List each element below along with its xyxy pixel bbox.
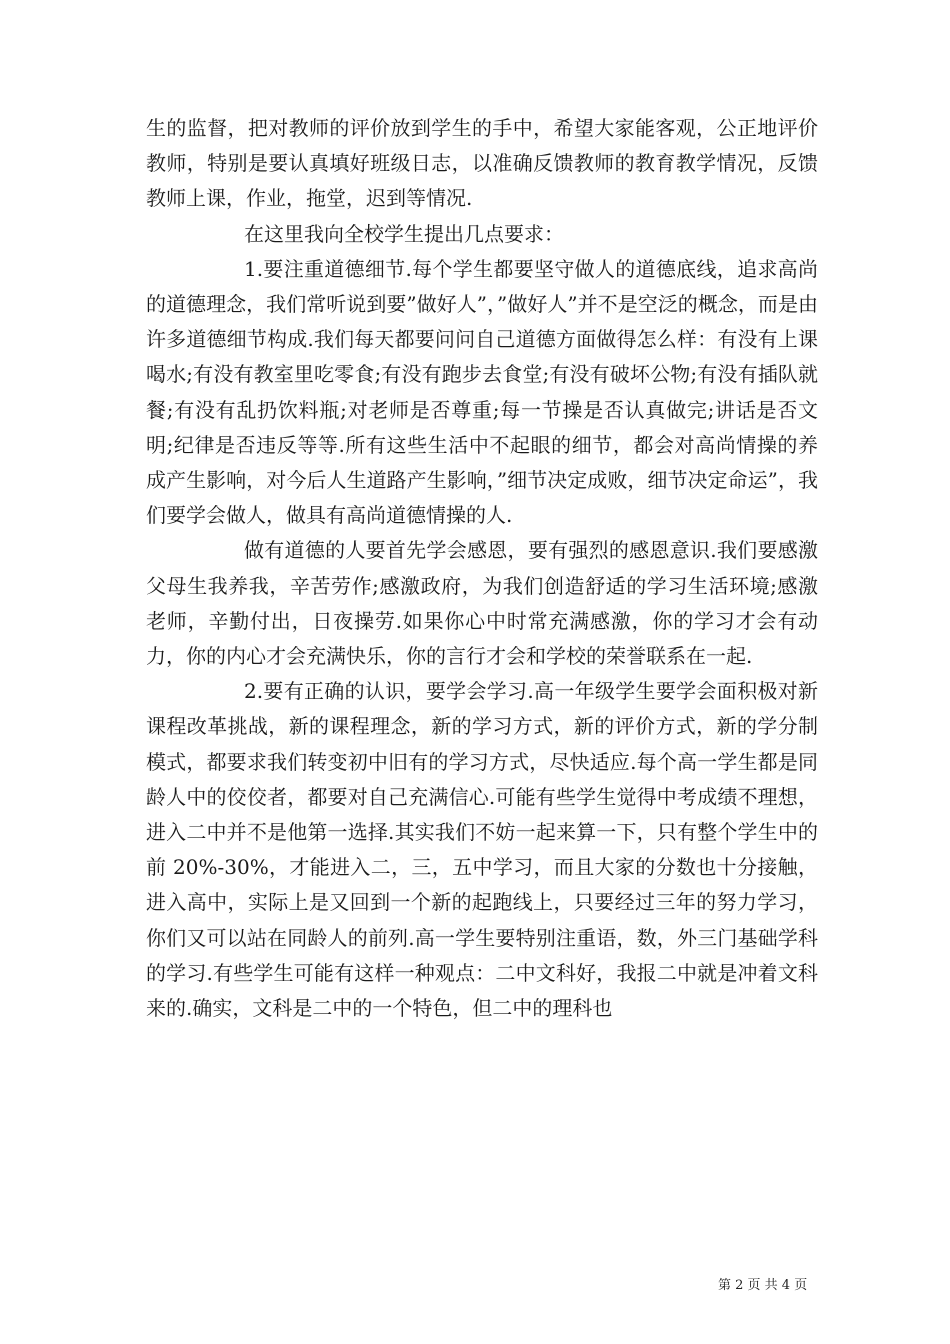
paragraph-learning: 2.要有正确的认识，要学会学习.高一年级学生要学会面积极对新课程改革挑战，新的课程理念，新的学习方式，新的评价方式，新的学分制模式，都要求我们转变初中旧有的学习方式，尽快适应.每个高一学生都是同龄人中的佼佼者，都要对自己充满信心.可能有些学生觉得中考成绩不理想，进入二中并不是他第一选择.其实我们不妨一起来算一下，只有整个学生中的前 20%-30%，才能进入二，三，五中学习，而且大家的分数也十分接触，进入高中，实际上是又回到一个新的起跑线上，只要经过三年的努力学习，你们又可以站在同龄人的前列.高一学生要特别注重语，数，外三门基础学科的学习.有些学生可能有这样一种观点：二中文科好，我报二中就是冲着文科来的.确实，文科是二中的一个特色，但二中的理科也 — [146, 679, 818, 1021]
paragraph-teacher-evaluation: 生的监督，把对教师的评价放到学生的手中，希望大家能客观，公正地评价教师，特别是要认真填好班级日志，以准确反馈教师的教育教学情况，反馈教师上课，作业，拖堂，迟到等情况. — [146, 116, 818, 211]
paragraph-gratitude: 做有道德的人要首先学会感恩，要有强烈的感恩意识.我们要感激父母生我养我，辛苦劳作;感激政府，为我们创造舒适的学习生活环境;感激老师，辛勤付出，日夜操劳.如果你心中时常充满感激，你的学习才会有动力，你的内心才会充满快乐，你的言行才会和学校的荣誉联系在一起. — [146, 538, 818, 669]
document-body — [146, 111, 818, 1026]
paragraph-moral-details: 1.要注重道德细节.每个学生都要坚守做人的道德底线，追求高尚的道德理念，我们常听说到要”做好人”，”做好人”并不是空泛的概念，而是由许多道德细节构成.我们每天都要问问自己道德方面做得怎么样：有没有上课喝水;有没有教室里吃零食;有没有跑步去食堂;有没有破坏公物;有没有插队就餐;有没有乱扔饮料瓶;对老师是否尊重;每一节操是否认真做完;讲话是否文明;纪律是否违反等等.所有这些生活中不起眼的细节，都会对高尚情操的养成产生影响，对今后人生道路产生影响，”细节决定成败，细节决定命运”，我们要学会做人，做具有高尚道德情操的人. — [146, 256, 818, 528]
page-number-footer: 第 2 页 共 4 页 — [718, 1278, 808, 1293]
paragraph-requirements-intro: 在这里我向全校学生提出几点要求： — [244, 221, 564, 246]
